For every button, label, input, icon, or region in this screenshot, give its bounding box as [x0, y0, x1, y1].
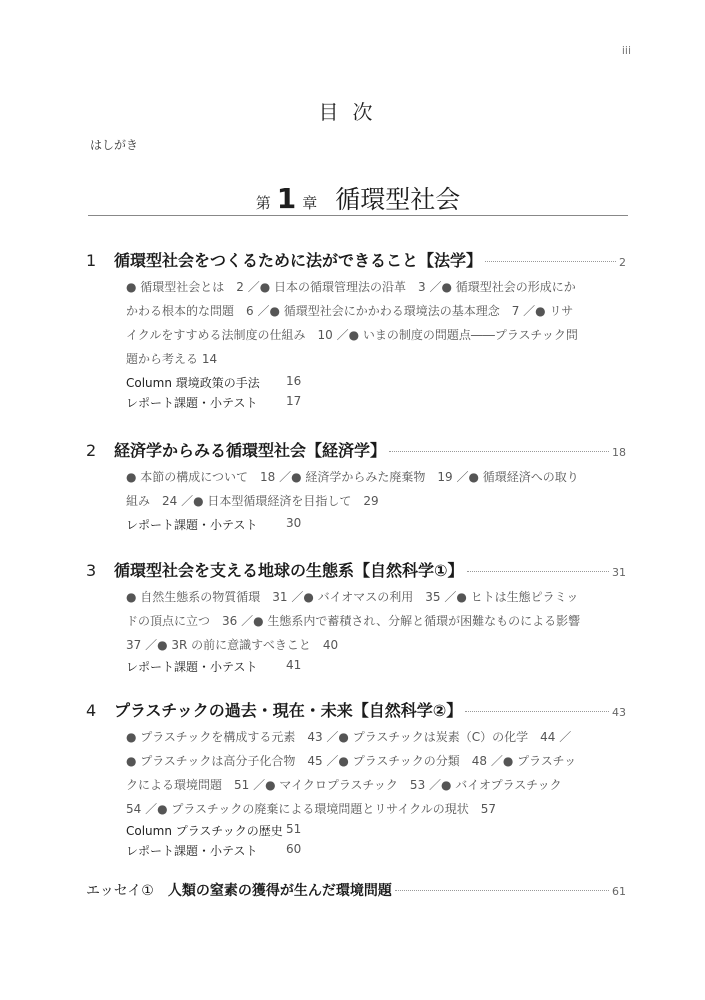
section-number: 3 [86, 561, 97, 580]
leader-dots [395, 890, 609, 891]
toc-title: 目次 [318, 100, 387, 124]
leader-dots [467, 571, 609, 572]
section-1-column-entry[interactable] [126, 374, 426, 391]
chapter-suffix: 章 [302, 194, 318, 212]
leader-dots [389, 451, 609, 452]
section-1-line-4: 題から考える 14 [126, 352, 218, 366]
section-2-report-entry[interactable] [126, 516, 426, 533]
section-2-line-1: ● 本節の構成について 18 ／● 経済学からみた廃棄物 19 ／● 循環経済への取り [126, 470, 579, 484]
sub-label: レポート課題・小テスト [126, 518, 258, 532]
leader-dots [465, 711, 609, 712]
section-number: 2 [86, 441, 97, 460]
leader-dots [485, 261, 616, 262]
section-page: 31 [612, 566, 626, 579]
section-title: プラスチックの過去・現在・未来【自然科学②】 [114, 701, 463, 720]
section-3-line-1: ● 自然生態系の物質循環 31 ／● バイオマスの利用 35 ／● ヒトは生態ピラミッ [126, 590, 579, 604]
chapter-prefix: 第 [255, 194, 271, 212]
sub-page: 17 [286, 394, 302, 408]
chapter-number: 1 [276, 182, 297, 215]
section-4-line-1: ● プラスチックを構成する元素 43 ／● プラスチックは炭素（C）の化学 44 ／ [126, 730, 572, 744]
essay-page: 61 [612, 885, 626, 898]
section-4-report-entry[interactable] [126, 842, 426, 859]
section-1-report-entry[interactable] [126, 394, 426, 411]
preface-entry[interactable]: はしがき [90, 138, 139, 152]
sub-label: レポート課題・小テスト [126, 660, 258, 674]
section-4-line-3: クによる環境問題 51 ／● マイクロプラスチック 53 ／● バイオプラスチック [126, 778, 562, 792]
essay-label: エッセイ① [86, 883, 154, 899]
sub-page: 51 [286, 822, 302, 836]
section-number: 4 [86, 701, 97, 720]
essay-heading[interactable] [86, 880, 626, 904]
chapter-heading[interactable] [88, 180, 628, 216]
section-page: 43 [612, 706, 626, 719]
section-title: 経済学からみる循環型社会【経済学】 [114, 441, 387, 460]
section-page: 18 [612, 446, 626, 459]
sub-label: Column 環境政策の手法 [126, 376, 260, 390]
section-1-line-3: イクルをすすめる法制度の仕組み 10 ／● いまの制度の問題点――プラスチック問 [126, 328, 578, 342]
section-3-line-3: 37 ／● 3R の前に意識すべきこと 40 [126, 638, 339, 652]
section-1-heading[interactable] [86, 248, 626, 272]
section-4-line-4: 54 ／● プラスチックの廃棄による環境問題とリサイクルの現状 57 [126, 802, 497, 816]
sub-label: Column プラスチックの歴史 [126, 824, 283, 838]
section-4-column-entry[interactable] [126, 822, 426, 839]
section-4-line-2: ● プラスチックは高分子化合物 45 ／● プラスチックの分類 48 ／● プラスチッ [126, 754, 577, 768]
section-2-line-2: 組み 24 ／● 日本型循環経済を目指して 29 [126, 494, 379, 508]
section-2-heading[interactable] [86, 438, 626, 462]
section-title: 循環型社会を支える地球の生態系【自然科学①】 [114, 561, 464, 580]
section-3-heading[interactable] [86, 558, 626, 582]
sub-page: 30 [286, 516, 302, 530]
sub-label: レポート課題・小テスト [126, 844, 258, 858]
chapter-divider [88, 215, 628, 216]
section-page: 2 [619, 256, 626, 269]
section-3-line-2: ドの頂点に立つ 36 ／● 生態系内で蓄積され、分解と循環が困難なものによる影響 [126, 614, 581, 628]
sub-page: 60 [286, 842, 302, 856]
section-3-report-entry[interactable] [126, 658, 426, 675]
page-folio: iii [621, 44, 631, 57]
section-1-line-2: かわる根本的な問題 6 ／● 循環型社会にかかわる環境法の基本理念 7 ／● リサ [126, 304, 574, 318]
section-4-heading[interactable] [86, 698, 626, 722]
essay-title: 人類の窒素の獲得が生んだ環境問題 [167, 883, 392, 899]
section-number: 1 [86, 251, 97, 270]
sub-label: レポート課題・小テスト [126, 396, 258, 410]
sub-page: 16 [286, 374, 302, 388]
sub-page: 41 [286, 658, 302, 672]
section-1-line-1: ● 循環型社会とは 2 ／● 日本の循環管理法の沿革 3 ／● 循環型社会の形成にか [126, 280, 576, 294]
chapter-title: 循環型社会 [335, 185, 461, 214]
chapter-heading-block [88, 180, 628, 218]
section-title: 循環型社会をつくるために法ができること【法学】 [114, 251, 483, 270]
